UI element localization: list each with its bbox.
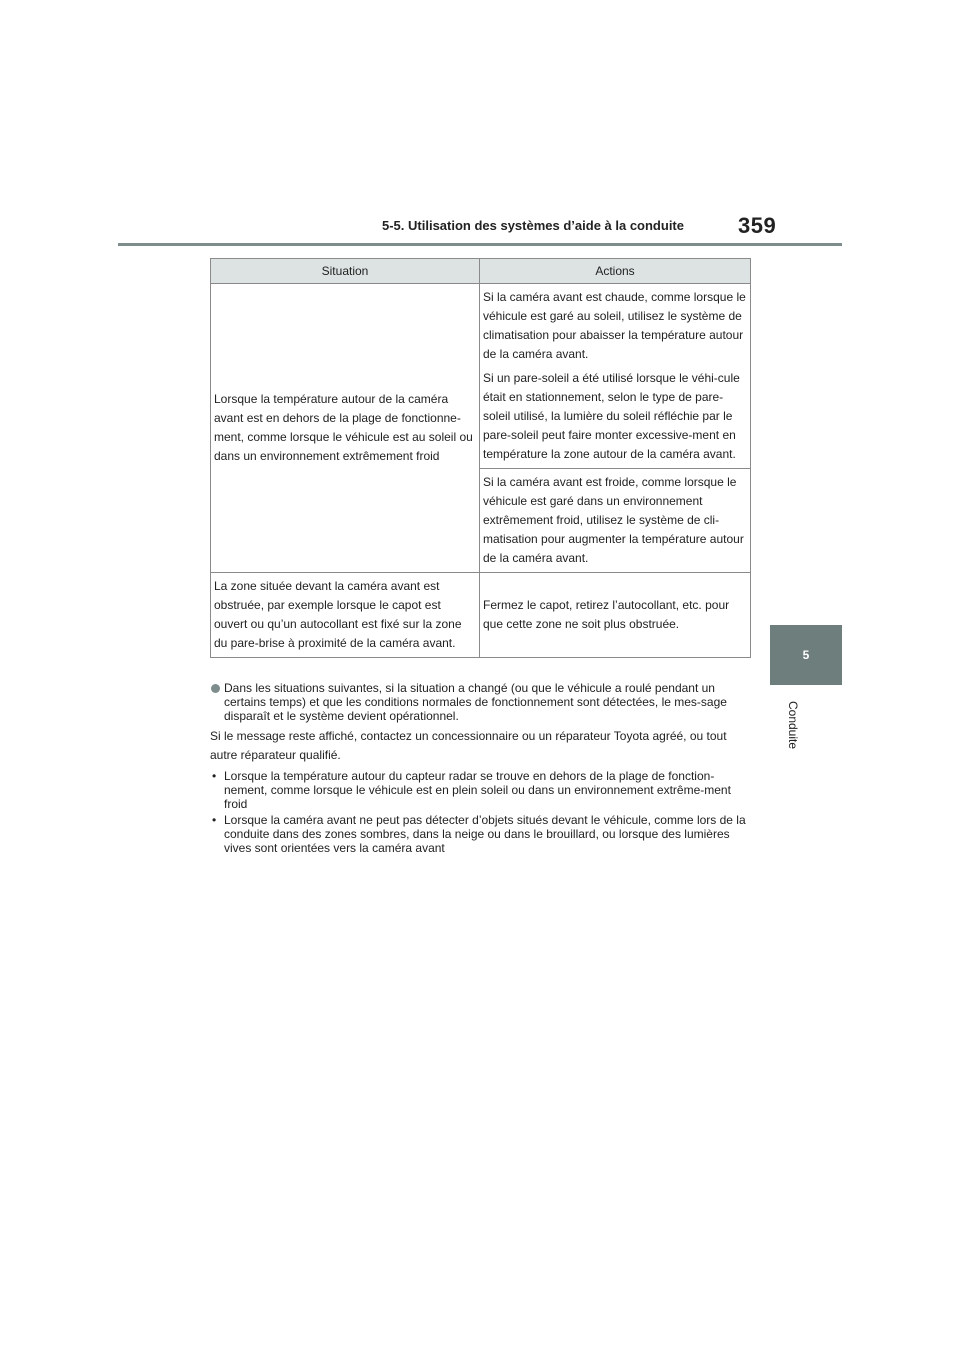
list-bullet: •: [212, 813, 217, 827]
section-title: 5-5. Utilisation des systèmes d’aide à la conduite: [382, 218, 684, 233]
situation-cell: [211, 284, 480, 573]
chapter-name: Conduite: [786, 700, 801, 750]
action-text: Si un pare-soleil a été utilisé lorsque le véhi-cule était en stationnement, selon le type de pare-soleil utilisé, la lumière du soleil réfléchie par le pare-soleil peut faire monter excessive-ment en température la zone autour de la caméra avant.: [483, 371, 740, 461]
bullet-paragraph: [210, 681, 755, 723]
actions-cell: [480, 469, 751, 573]
table-header-row: [211, 259, 751, 284]
column-header-situation: Situation: [211, 259, 480, 284]
situation-cell: [211, 573, 480, 658]
situation-actions-table: [210, 258, 751, 658]
table-row: [211, 573, 751, 658]
bullet-paragraph-text: Dans les situations suivantes, si la situation a changé (ou que le véhicule a roulé pendant un certains temps) et que les conditions normales de fonctionnement sont détectées, le mes-sage disparaît et le système devient opérationnel.: [224, 681, 727, 723]
contact-paragraph: Si le message reste affiché, contactez un concessionnaire ou un réparateur Toyota agréé, ou tout autre réparateur qualifié.: [210, 729, 727, 762]
list-item-text: Lorsque la température autour du capteur radar se trouve en dehors de la plage de fonction-nement, comme lorsque le véhicule est en plein soleil ou dans un environnement extrême-ment froid: [224, 769, 731, 811]
situation-text: Lorsque la température autour de la caméra avant est en dehors de la plage de fonctionne-ment, comme lorsque le véhicule est au soleil ou dans un environnement extrêmement froid: [214, 392, 473, 463]
actions-cell: [480, 284, 751, 469]
chapter-tab: [770, 625, 842, 685]
bullet-dot-icon: [211, 684, 220, 693]
actions-cell: [480, 573, 751, 658]
body-text: [210, 681, 755, 855]
action-text: Si la caméra avant est froide, comme lorsque le véhicule est garé dans un environnement extrêmement froid, utilisez le système de cli-matisation pour augmenter la température autour de la caméra avant.: [483, 475, 744, 565]
action-text: Si la caméra avant est chaude, comme lorsque le véhicule est garé au soleil, utilisez le système de climatisation pour abaisser la température autour de la caméra avant.: [483, 290, 746, 361]
list-item-text: Lorsque la caméra avant ne peut pas détecter d’objets situés devant le véhicule, comme lors de la conduite dans des zones sombres, dans la neige ou dans le brouillard, ou lorsque des lumières vives sont orientées vers la caméra avant: [224, 813, 746, 855]
situation-text: La zone située devant la caméra avant est obstruée, par exemple lorsque le capot est ouvert ou qu’un autocollant est fixé sur la zone du pare-brise à proximité de la caméra avant.: [214, 579, 462, 650]
page-number: 359: [738, 213, 777, 238]
list-bullet: •: [212, 769, 217, 783]
header-divider: [118, 243, 842, 246]
table-row: [211, 284, 751, 469]
chapter-label: [778, 690, 808, 760]
column-header-actions: Actions: [480, 259, 751, 284]
list-item: [210, 769, 755, 811]
chapter-number: 5: [802, 648, 810, 662]
action-text: Fermez le capot, retirez l’autocollant, etc. pour que cette zone ne soit plus obstruée.: [483, 598, 730, 631]
list-item: [210, 813, 755, 855]
